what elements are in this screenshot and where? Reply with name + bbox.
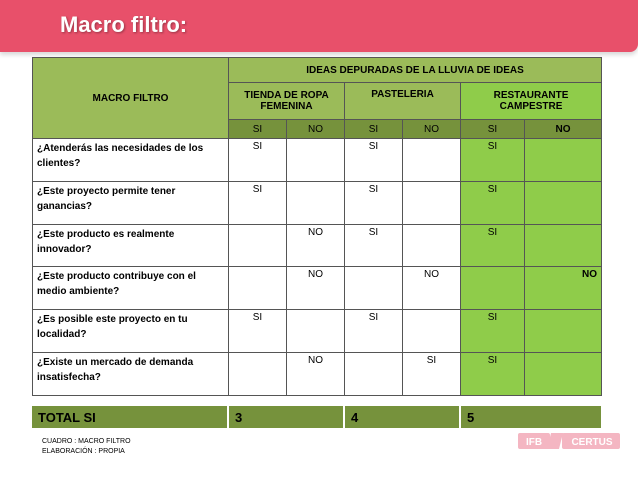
title-banner: [0, 0, 638, 52]
ifb-certus-logo: [518, 430, 620, 452]
subheader-no: NO: [287, 120, 345, 139]
subheader-no: NO: [525, 120, 602, 139]
option-header-restaurante: RESTAURANTE CAMPESTRE: [461, 83, 602, 120]
total-value-restaurante: 5: [460, 406, 601, 428]
answer-cell: SI: [345, 139, 403, 182]
answer-cell: SI: [229, 139, 287, 182]
question-cell: ¿Este producto contribuye con el medio ambiente?: [33, 267, 229, 310]
question-cell: ¿Atenderás las necesidades de los clientes?: [33, 139, 229, 182]
table-row: [33, 181, 602, 224]
table-row: [33, 310, 602, 353]
answer-cell: [403, 310, 461, 353]
logo-text-certus: CERTUS: [571, 437, 613, 448]
logo-graphic: [518, 430, 620, 452]
question-cell: ¿Es posible este proyecto en tu localidad?: [33, 310, 229, 353]
option-header-pasteleria: PASTELERIA: [345, 83, 461, 120]
answer-cell: SI: [345, 181, 403, 224]
answer-cell: SI: [461, 310, 525, 353]
answer-cell: [345, 267, 403, 310]
answer-cell: NO: [287, 267, 345, 310]
answer-cell: SI: [461, 181, 525, 224]
footer-caption: [42, 437, 131, 457]
answer-cell: SI: [229, 181, 287, 224]
answer-cell: SI: [461, 353, 525, 396]
subheader-no: NO: [403, 120, 461, 139]
page-title: Macro filtro:: [60, 12, 188, 37]
answer-cell: [287, 181, 345, 224]
table-row: [33, 267, 602, 310]
option-header-tienda: TIENDA DE ROPA FEMENINA: [229, 83, 345, 120]
table-row: [33, 139, 602, 182]
question-cell: ¿Este producto es realmente innovador?: [33, 224, 229, 267]
answer-cell: [525, 139, 602, 182]
answer-cell: [525, 181, 602, 224]
table-row: [33, 353, 602, 396]
answer-cell: [525, 310, 602, 353]
answer-cell: [287, 139, 345, 182]
answer-cell: [403, 139, 461, 182]
macro-filter-table: [32, 57, 602, 396]
answer-cell: NO: [287, 353, 345, 396]
footer-line-1: CUADRO : MACRO FILTRO: [42, 438, 131, 445]
subheader-si: SI: [461, 120, 525, 139]
answer-cell: [525, 224, 602, 267]
answer-cell: [229, 353, 287, 396]
answer-cell: [345, 353, 403, 396]
answer-cell: [287, 310, 345, 353]
answer-cell: SI: [229, 310, 287, 353]
answer-cell: SI: [345, 224, 403, 267]
footer-line-2: ELABORACIÓN : PROPIA: [42, 448, 125, 455]
answer-cell: [525, 353, 602, 396]
answer-cell: SI: [403, 353, 461, 396]
totals-label: TOTAL SI: [32, 406, 228, 428]
answer-cell: SI: [461, 224, 525, 267]
totals-row: [32, 406, 601, 428]
subheader-si: SI: [229, 120, 287, 139]
question-cell: ¿Existe un mercado de demanda insatisfecha?: [33, 353, 229, 396]
answer-cell: NO: [403, 267, 461, 310]
answer-cell: SI: [461, 139, 525, 182]
total-value-pasteleria: 4: [344, 406, 460, 428]
answer-cell: [403, 224, 461, 267]
answer-cell: [461, 267, 525, 310]
corner-label: MACRO FILTRO: [33, 58, 229, 139]
answer-cell: [229, 267, 287, 310]
subheader-si: SI: [345, 120, 403, 139]
answer-cell: [229, 224, 287, 267]
logo-text-ifb: IFB: [525, 437, 543, 448]
answer-cell: [403, 181, 461, 224]
group-header: IDEAS DEPURADAS DE LA LLUVIA DE IDEAS: [229, 58, 602, 83]
answer-cell: NO: [287, 224, 345, 267]
total-value-tienda: 3: [228, 406, 344, 428]
table-row: [33, 224, 602, 267]
question-cell: ¿Este proyecto permite tener ganancias?: [33, 181, 229, 224]
answer-cell: NO: [525, 267, 602, 310]
answer-cell: SI: [345, 310, 403, 353]
